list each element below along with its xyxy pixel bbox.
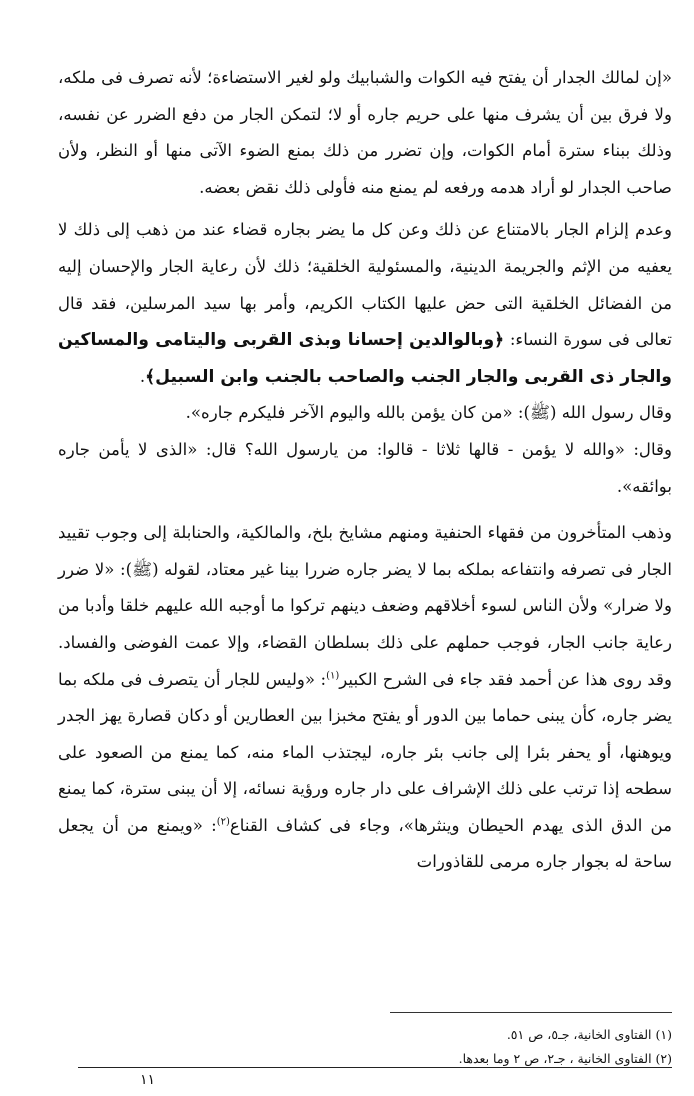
quran-verse: ﴿وبالوالدين إحسانا وبذى القربى واليتامى والمساكين والجار ذى القربى والجار الجنب والصاحب بالجنب وابن السبيل﴾ xyxy=(58,330,672,387)
paragraph-2-end: . xyxy=(139,366,146,386)
paragraph-2 xyxy=(58,212,672,395)
paragraph-3-part-b: : «وليس للجار أن يتصرف فى ملكه بما يضر جاره، كأن يبنى حماما بين الدور أو يفتح مخبزا بين العطارين أو دكان قصارة يهز الجدر ويوهنها، أو يحفر بئرا إلى جانب بئر جاره، ليجتذب الماء منه، كما يمنع من الصعود على سطحه إذا ترتب على ذلك الإشراف على دار جاره ورؤية نسائه، إلا أن يبنى سترة، كما يمنع من الدق الذى يهدم الحيطان وينثرها»، وجاء فى كشاف القناع xyxy=(58,669,673,835)
hadith-1: وقال رسول الله (ﷺ): «من كان يؤمن بالله واليوم الآخر فليكرم جاره». xyxy=(185,403,672,423)
paragraph-1: «إن لمالك الجدار أن يفتح فيه الكوات والشبابيك ولو لغير الاستضاءة؛ لأنه تصرف فى ملكه، ولا فرق بين أن يشرف منها على حريم جاره أو لا؛ لتمكن الجار من دفع الضرر عن نفسه، وذلك ببناء سترة أمام الكوات، وإن تضرر من ذلك بمنع الضوء الآتى منها أو النظر، ولأن صاحب الجدار لو أراد هدمه ورفعه لم يمنع منه فأولى ذلك نقض بعضه. xyxy=(58,68,672,197)
footnotes xyxy=(390,1023,672,1071)
page-body xyxy=(58,60,672,881)
page-number: ١١ xyxy=(140,1072,156,1088)
paragraph-3-part-a: وذهب المتأخرون من فقهاء الحنفية ومنهم مشايخ بلخ، والمالكية، والحنابلة إلى وجوب تقييد الجار فى تصرفه وانتفاعه بملكه بما لا يضر جاره ضررا بينا غير معتاد، لقوله (ﷺ): «لا ضرر ولا ضرار» ولأن الناس لسوء أخلاقهم وضعف دينهم تركوا ما أوجبه الله عليهم خلقا وأدبا من رعاية جانب الجار، فوجب حملهم على ذلك بسلطان القضاء، وإلا عمت الفوضى والفساد. وقد روى هذا عن أحمد فقد جاء فى الشرح الكبير xyxy=(58,523,673,689)
footnote-ref-1[interactable]: (١) xyxy=(326,669,340,681)
paragraph-3 xyxy=(58,515,672,881)
page-bottom-rule xyxy=(78,1067,672,1068)
hadith-2: وقال: «والله لا يؤمن - قالها ثلاثا - قالوا: من يارسول الله؟ قال: «الذى لا يأمن جاره بوائقه». xyxy=(58,439,672,496)
footnote-divider xyxy=(390,1012,672,1013)
paragraph-3-part-c: : «ويمنع من أن يجعل ساحة له بجوار جاره مرمى للقاذورات xyxy=(58,815,672,872)
footnote-ref-2[interactable]: (٢) xyxy=(216,816,230,828)
footnote-1: (١) الفتاوى الخانية، جـ٥، ص ٥١. xyxy=(506,1027,672,1042)
paragraph-2-text: وعدم إلزام الجار بالامتناع عن ذلك وعن كل ما يضر بجاره قضاء عند من ذهب إلى ذلك لا يعفيه من الإثم والجريمة الدينية، والمسئولية الخلقية؛ ذلك لأن رعاية الجار والإحسان إليه من الفضائل الخلقية التى حض عليها الكتاب الكريم، وأمر بها سيد المرسلين، فقد قال تعالى فى سورة النساء: xyxy=(58,220,673,350)
footnote-2: (٢) الفتاوى الخانية ، جـ٢، ص ٢ وما بعدها. xyxy=(458,1051,672,1066)
